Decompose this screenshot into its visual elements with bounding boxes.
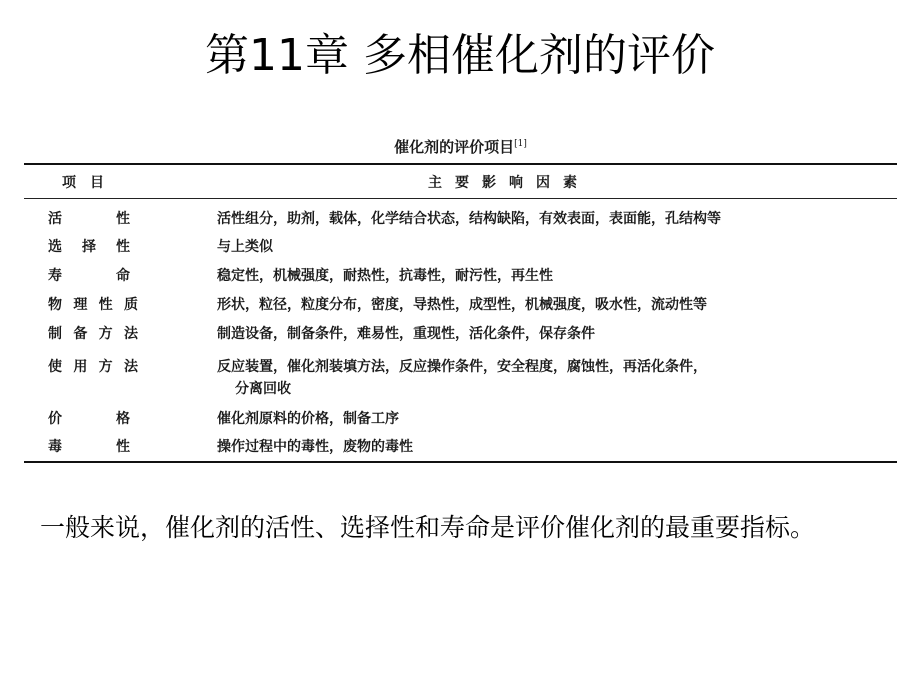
table-caption-text: 催化剂的评价项目: [394, 138, 515, 156]
header-main-factors: 主要影响因素: [428, 175, 590, 191]
row-item: 使用方法: [48, 359, 138, 375]
row-item: 寿命: [48, 268, 130, 284]
table-top-rule: [24, 163, 897, 165]
row-factors: 与上类似: [217, 239, 273, 255]
row-factors: 制造设备，制备条件，难易性，重现性，活化条件，保存条件: [217, 326, 595, 342]
evaluation-table-figure: [24, 122, 897, 464]
row-factors: 催化剂原料的价格，制备工序: [217, 411, 399, 427]
row-factors: 操作过程中的毒性，废物的毒性: [217, 439, 413, 455]
row-item: 毒性: [48, 439, 130, 455]
row-item: 物理性质: [48, 297, 138, 313]
table-header-rule: [24, 198, 897, 199]
summary-paragraph: 一般来说，催化剂的活性、选择性和寿命是评价催化剂的最重要指标。: [40, 513, 816, 542]
table-bottom-rule: [24, 461, 897, 463]
table-caption: [24, 134, 897, 157]
row-item: 价格: [48, 411, 130, 427]
row-factors-line-2: 分离回收: [235, 381, 291, 397]
header-item: 项目: [62, 175, 118, 191]
table-caption-reference: [1]: [514, 139, 527, 149]
slide-title: 第11章 多相催化剂的评价: [205, 30, 715, 81]
row-factors: 稳定性，机械强度，耐热性，抗毒性，耐污性，再生性: [217, 268, 553, 284]
row-item: 活性: [48, 211, 130, 227]
row-factors: 形状，粒径，粒度分布，密度，导热性，成型性，机械强度，吸水性，流动性等: [217, 297, 707, 313]
row-factors-line-1: 反应装置，催化剂装填方法，反应操作条件，安全程度，腐蚀性，再活化条件，: [217, 359, 707, 375]
row-factors: 活性组分，助剂，载体，化学结合状态，结构缺陷，有效表面，表面能，孔结构等: [217, 211, 721, 227]
row-item: 选择性: [48, 239, 130, 255]
row-item: 制备方法: [48, 326, 138, 342]
row-factors: [217, 356, 889, 400]
